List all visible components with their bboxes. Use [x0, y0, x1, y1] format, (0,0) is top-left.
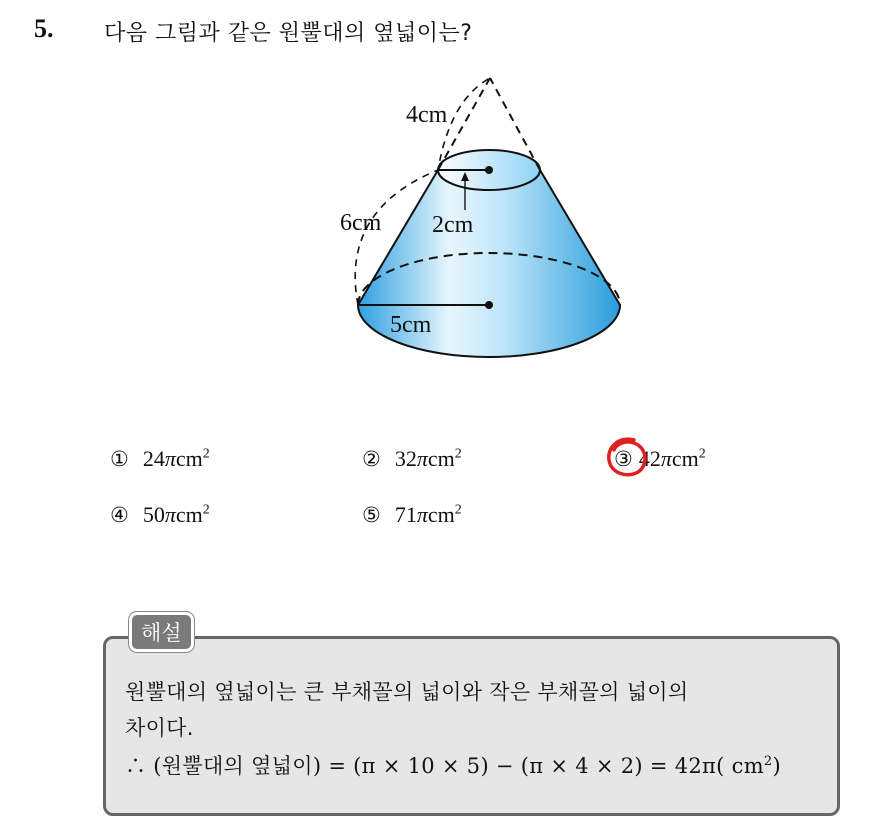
choice-2[interactable] [362, 446, 462, 472]
answer-circle-mark [604, 434, 650, 480]
choice-5-mark: ⑤ [362, 503, 381, 527]
question-number: 5. [34, 14, 54, 43]
choice-4[interactable] [110, 502, 210, 528]
frustum-figure [300, 60, 660, 380]
choice-3-value: 42πcm$^2$ [638, 446, 706, 471]
choice-2-value: 32πcm$^2$ [394, 446, 462, 471]
choice-1-value: 24πcm$^2$ [142, 446, 210, 471]
bottom-center-dot [485, 301, 493, 309]
question-text: 다음 그림과 같은 원뿔대의 옆넓이는? [104, 21, 473, 46]
choice-5-value: 71πcm$^2$ [394, 502, 462, 527]
choice-1-mark: ① [110, 447, 129, 471]
label-top-radius: 2cm [432, 212, 474, 238]
solution-line-3: ∴ (원뿔대의 옆넓이) = (π × 10 × 5) − (π × 4 × 2) = 42π( $cm^2$) [125, 754, 781, 778]
choice-2-mark: ② [362, 447, 381, 471]
solution-tag: 해설 [129, 612, 194, 652]
choice-4-value: 50πcm$^2$ [142, 502, 210, 527]
label-top-slant: 4cm [406, 102, 448, 128]
choice-5[interactable] [362, 502, 462, 528]
choice-4-mark: ④ [110, 503, 129, 527]
frustum-diagram [300, 60, 660, 380]
choice-1[interactable] [110, 446, 210, 472]
choice-3-mark: ③ [614, 447, 633, 471]
label-bottom-radius: 5cm [390, 312, 432, 338]
top-center-dot [485, 166, 493, 174]
solution-line-1: 원뿔대의 옆넓이는 큰 부채꼴의 넓이와 작은 부채꼴의 넓이의 [125, 680, 689, 704]
label-side-slant: 6cm [340, 210, 382, 236]
solution-line-2: 차이다. [125, 716, 194, 740]
solution-box [103, 636, 840, 816]
